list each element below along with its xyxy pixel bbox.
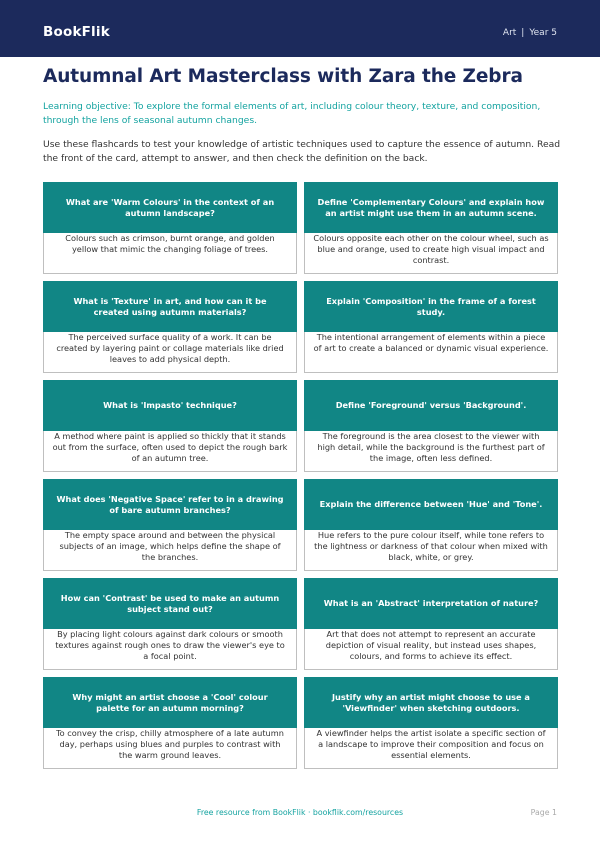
card-front: What does 'Negative Space' refer to in a drawing of bare autumn branches? [43, 479, 297, 530]
page-title: Autumnal Art Masterclass with Zara the Zebra [43, 66, 523, 87]
card-back-text: The foreground is the area closest to the viewer with high detail, while the background is the furthest part of the image, often less defined. [317, 431, 545, 463]
card-back-text: Colours such as crimson, burnt orange, and golden yellow that mimic the changing foliage of trees. [65, 233, 275, 254]
flashcard-grid [43, 182, 558, 769]
page-number: Page 1 [530, 808, 557, 817]
subject-label: Art [502, 28, 517, 38]
card-back [304, 530, 558, 571]
header-bar [0, 0, 600, 57]
card-back-text: To convey the crisp, chilly atmosphere of a late autumn day, perhaps using blues and purples to contrast with the warm ground leaves. [56, 728, 284, 760]
instructions-text: Use these flashcards to test your knowledge of artistic techniques used to capture the essence of autumn. Read the front of the card, attempt to answer, and then check the definition on the back. [43, 139, 561, 164]
flashcard [43, 182, 297, 274]
card-back [304, 332, 558, 373]
card-front: Why might an artist choose a 'Cool' colour palette for an autumn morning? [43, 677, 297, 728]
flashcard [43, 380, 297, 472]
card-back-text: The intentional arrangement of elements within a piece of art to create a balanced or dynamic visual experience. [313, 332, 549, 353]
card-front: How can 'Contrast' be used to make an autumn subject stand out? [43, 578, 297, 629]
card-front: What is an 'Abstract' interpretation of nature? [304, 578, 558, 629]
card-front: Define 'Foreground' versus 'Background'. [304, 380, 558, 431]
card-back [43, 233, 297, 274]
flashcard [43, 479, 297, 571]
flashcard [43, 281, 297, 373]
card-back-text: The perceived surface quality of a work. It can be created by layering paint or collage materials like dried leaves to add physical depth. [56, 332, 284, 364]
flashcard [304, 380, 558, 472]
card-back-text: Colours opposite each other on the colour wheel, such as blue and orange, used to create high visual impact and contrast. [313, 233, 549, 265]
card-back-text: By placing light colours against dark colours or smooth textures against rough ones to draw the viewer's eye to a focal point. [55, 629, 285, 661]
card-front: What is 'Impasto' technique? [43, 380, 297, 431]
footer-link[interactable]: Free resource from BookFlik · bookflik.com/resources [196, 808, 404, 817]
card-front: Explain the difference between 'Hue' and 'Tone'. [304, 479, 558, 530]
card-back-text: A method where paint is applied so thickly that it stands out from the surface, often used to depict the rough bark of an autumn tree. [52, 431, 288, 463]
card-back [43, 629, 297, 670]
subject-year-label [503, 28, 557, 38]
flashcard [43, 677, 297, 769]
flashcard [304, 677, 558, 769]
card-back [43, 728, 297, 769]
card-back [304, 233, 558, 274]
separator: | [521, 28, 525, 38]
card-front: What are 'Warm Colours' in the context of an autumn landscape? [43, 182, 297, 233]
flashcard [304, 479, 558, 571]
card-back [304, 728, 558, 769]
card-front: Define 'Complementary Colours' and explain how an artist might use them in an autumn scene. [304, 182, 558, 233]
flashcard [43, 578, 297, 670]
card-back [43, 530, 297, 571]
card-front: Explain 'Composition' in the frame of a forest study. [304, 281, 558, 332]
brand-logo-text[interactable]: BookFlik [43, 24, 110, 40]
card-back [43, 431, 297, 472]
learning-objective: Learning objective: To explore the formal elements of art, including colour theory, texture, and composition, through the lens of seasonal autumn changes. [43, 101, 541, 126]
card-front: What is 'Texture' in art, and how can it be created using autumn materials? [43, 281, 297, 332]
card-back [304, 629, 558, 670]
flashcard [304, 578, 558, 670]
flashcard [304, 182, 558, 274]
card-back [43, 332, 297, 373]
card-back-text: A viewfinder helps the artist isolate a specific section of a landscape to improve their composition and focus on essential elements. [316, 728, 546, 760]
flashcard [304, 281, 558, 373]
year-label: Year 5 [529, 28, 557, 38]
card-back-text: The empty space around and between the physical subjects of an image, which helps define the shape of the branches. [59, 530, 281, 562]
card-back [304, 431, 558, 472]
card-front: Justify why an artist might choose to use a 'Viewfinder' when sketching outdoors. [304, 677, 558, 728]
card-back-text: Art that does not attempt to represent an accurate depiction of visual reality, but instead uses shapes, colours, and forms to achieve its effect. [325, 629, 537, 661]
card-back-text: Hue refers to the pure colour itself, while tone refers to the lightness or darkness of that colour when mixed with black, white, or grey. [314, 530, 548, 562]
